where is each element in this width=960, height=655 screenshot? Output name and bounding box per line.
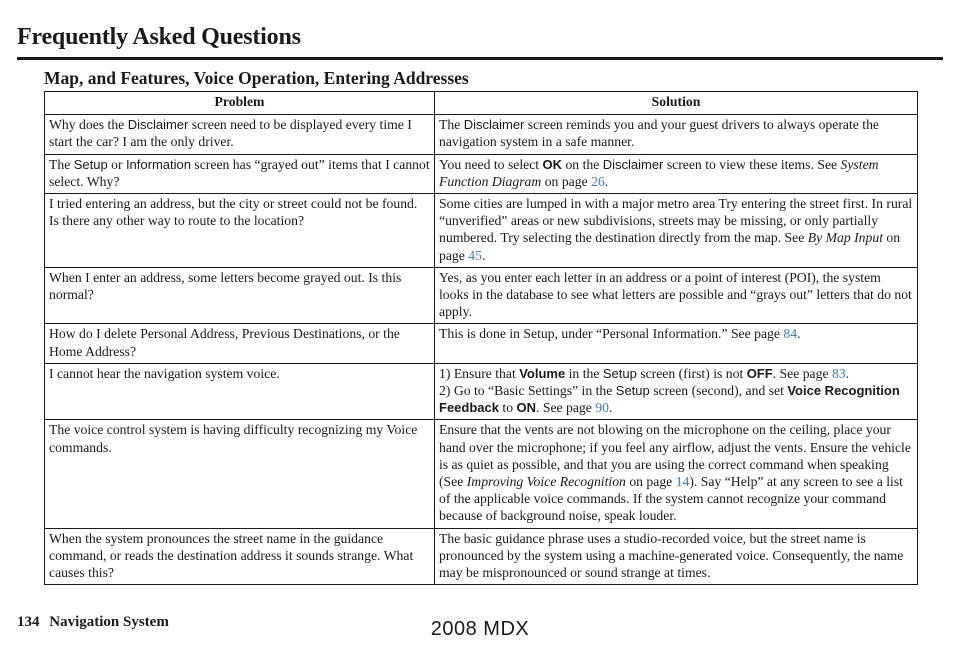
problem-text: Why does the bbox=[49, 117, 128, 133]
solution-cell bbox=[435, 154, 918, 193]
solution-text: . See page bbox=[535, 400, 596, 416]
solution-text: Setup bbox=[602, 365, 637, 381]
solution-text: screen (first) is not bbox=[636, 365, 747, 381]
problem-cell bbox=[45, 115, 435, 154]
table-row bbox=[45, 420, 918, 528]
problem-text: I cannot hear the navigation system voice. bbox=[49, 365, 280, 381]
solution-cell bbox=[435, 420, 918, 528]
solution-text: ). Say “Help” at any screen to see a list of the applicable voice commands. If the system cannot recognize your command because of background noise, speak louder. bbox=[439, 474, 903, 524]
problem-cell bbox=[45, 528, 435, 585]
solution-text: Disclaimer bbox=[463, 117, 525, 133]
problem-text: I tried entering an address, but the city or street could not be found. Is there any other way to route to the location? bbox=[49, 196, 418, 229]
solution-cell bbox=[435, 363, 918, 420]
problem-cell bbox=[45, 363, 435, 420]
table-row bbox=[45, 363, 918, 420]
page-reference-link[interactable]: 84 bbox=[783, 326, 798, 342]
solution-text: Volume bbox=[519, 365, 566, 381]
solution-cell bbox=[435, 324, 918, 363]
solution-text: OK bbox=[542, 156, 563, 172]
footer-label: Navigation System bbox=[49, 614, 169, 630]
solution-text: in the bbox=[565, 365, 603, 381]
table-row bbox=[45, 154, 918, 193]
solution-column-header: Solution bbox=[435, 92, 918, 115]
table-row bbox=[45, 194, 918, 268]
problem-cell bbox=[45, 154, 435, 193]
solution-text: 1) Ensure that bbox=[439, 365, 520, 381]
page-reference-link[interactable]: 90 bbox=[595, 400, 609, 416]
table-row bbox=[45, 267, 918, 324]
solution-text: Disclaimer bbox=[602, 156, 664, 172]
solution-cell bbox=[435, 267, 918, 324]
problem-text: screen need to be displayed every time I start the car? I am the only driver. bbox=[49, 117, 412, 150]
solution-text: . bbox=[797, 326, 801, 342]
solution-text: . bbox=[604, 173, 609, 189]
solution-text: screen reminds you and your guest drivers to always operate the navigation system in a safe manner. bbox=[439, 117, 880, 150]
page-title: Frequently Asked Questions bbox=[17, 24, 301, 50]
solution-text: Some cities are lumped in with a major metro area Try entering the street first. In rural “unverified” areas or new subdivisions, streets may be missing, or only partially numbered. Try selecting the destination directly from the map. See bbox=[439, 196, 913, 246]
table-row bbox=[45, 115, 918, 154]
solution-text: . bbox=[481, 247, 486, 263]
page-number: 134 bbox=[17, 614, 40, 630]
solution-text: 2) Go to “Basic Settings” in the bbox=[439, 383, 616, 399]
solution-text: Ensure that the vents are not blowing on the microphone on the ceiling, place your hand over the microphone; if you feel any airflow, adjust the vents. Ensure the vehicle is as quiet as possible, and that you are using the correct command when speaking (See bbox=[439, 422, 911, 490]
solution-text: on page bbox=[625, 474, 676, 490]
table-row bbox=[45, 528, 918, 585]
problem-cell bbox=[45, 420, 435, 528]
solution-text: Setup bbox=[615, 383, 650, 399]
solution-text: on page bbox=[541, 173, 592, 189]
watermark: 2008 MDX bbox=[430, 618, 530, 640]
problem-cell bbox=[45, 267, 435, 324]
solution-cell bbox=[435, 115, 918, 154]
solution-text: on page bbox=[439, 230, 901, 263]
solution-text: This is done in Setup, under “Personal Information.” See page bbox=[439, 326, 784, 342]
solution-text: By Map Input bbox=[807, 230, 883, 246]
section-subtitle: Map, and Features, Voice Operation, Entering Addresses bbox=[44, 68, 469, 88]
problem-text: The bbox=[49, 156, 74, 172]
solution-text: . bbox=[608, 400, 613, 416]
problem-text: Information bbox=[125, 156, 191, 172]
problem-text: screen has “grayed out” items that I cannot select. Why? bbox=[49, 156, 430, 189]
solution-text: ON bbox=[516, 400, 536, 416]
solution-text: Voice Recognition Feedback bbox=[439, 383, 900, 416]
table-header-row bbox=[45, 92, 918, 115]
faq-table bbox=[44, 91, 918, 585]
solution-text: The basic guidance phrase uses a studio-recorded voice, but the street name is pronounced by the system using a machine-generated voice. Consequently, the name may be mispronounced or sound strange at times. bbox=[439, 530, 904, 581]
problem-text: The voice control system is having difficulty recognizing my Voice commands. bbox=[49, 422, 418, 455]
problem-text: Setup bbox=[73, 156, 108, 172]
solution-text: System Function Diagram bbox=[439, 156, 879, 189]
solution-text: OFF bbox=[746, 365, 773, 381]
solution-text: You need to select bbox=[439, 156, 543, 172]
problem-text: Disclaimer bbox=[127, 117, 189, 133]
solution-text: to bbox=[498, 400, 517, 416]
problem-column-header: Problem bbox=[45, 92, 435, 115]
solution-text: The bbox=[439, 117, 464, 133]
solution-text: on the bbox=[562, 156, 603, 172]
page-reference-link[interactable]: 14 bbox=[675, 474, 690, 490]
problem-cell bbox=[45, 324, 435, 363]
page-reference-link[interactable]: 45 bbox=[468, 247, 482, 263]
solution-text: . See page bbox=[772, 365, 832, 381]
title-divider bbox=[17, 57, 943, 60]
solution-cell bbox=[435, 194, 918, 268]
page-reference-link[interactable]: 83 bbox=[831, 365, 846, 381]
table-row bbox=[45, 324, 918, 363]
solution-text: screen (second), and set bbox=[649, 383, 788, 399]
solution-text: Improving Voice Recognition bbox=[466, 474, 626, 490]
solution-text: screen to view these items. See bbox=[663, 156, 841, 172]
problem-text: When I enter an address, some letters become grayed out. Is this normal? bbox=[49, 269, 402, 303]
solution-text: . bbox=[845, 365, 850, 381]
solution-text: Yes, as you enter each letter in an address or a point of interest (POI), the system looks in the database to see what letters are possible and “grays out” letters that do not apply. bbox=[439, 269, 912, 320]
problem-text: How do I delete Personal Address, Previous Destinations, or the Home Address? bbox=[49, 326, 400, 359]
problem-text: When the system pronounces the street name in the guidance command, or reads the destination address it sounds strange. What causes this? bbox=[49, 530, 414, 581]
problem-cell bbox=[45, 194, 435, 268]
page-reference-link[interactable]: 26 bbox=[591, 173, 605, 189]
solution-cell bbox=[435, 528, 918, 585]
problem-text: or bbox=[107, 156, 126, 172]
faq-table-body bbox=[45, 115, 918, 585]
